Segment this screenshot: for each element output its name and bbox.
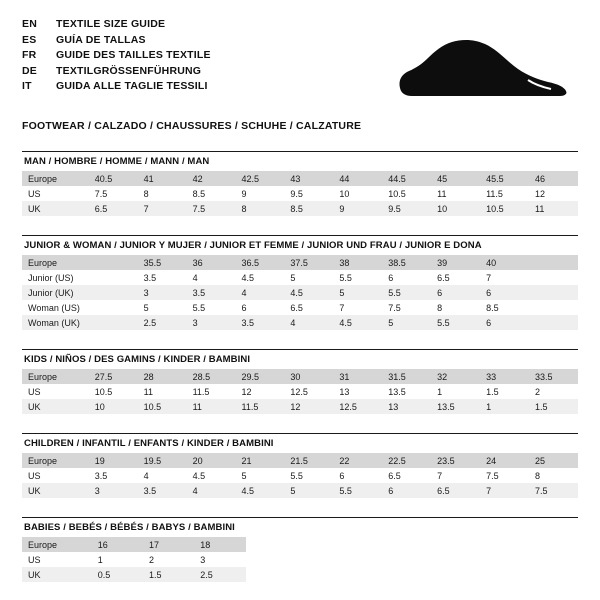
table-cell: 5 (284, 270, 333, 285)
table-cell: 12.5 (333, 399, 382, 414)
language-title-list (22, 18, 211, 96)
table-cell: 2.5 (194, 567, 245, 582)
table-cell: 37.5 (284, 255, 333, 270)
table-cell: 6.5 (284, 300, 333, 315)
row-label: Europe (22, 453, 89, 468)
table-cell: 5.5 (333, 483, 382, 498)
divider (22, 151, 578, 152)
language-code: ES (22, 33, 37, 46)
table-cell: 17 (143, 537, 194, 552)
table-row (22, 171, 578, 186)
divider (22, 349, 578, 350)
table-cell: 7 (431, 468, 480, 483)
size-table (22, 171, 578, 216)
table-cell: 36 (187, 255, 236, 270)
table-cell: 22 (333, 453, 382, 468)
table-cell: 7.5 (529, 483, 578, 498)
table-cell: 0.5 (92, 567, 143, 582)
table-cell: 42 (187, 171, 236, 186)
table-cell (529, 285, 578, 300)
size-table (22, 369, 578, 414)
table-cell: 5.5 (333, 270, 382, 285)
table-cell (89, 300, 138, 315)
language-code: FR (22, 49, 37, 61)
table-cell (89, 315, 138, 330)
group-label: BABIES / BEBÉS / BÉBÉS / BABYS / BAMBINI (24, 522, 235, 533)
table-cell: 8.5 (480, 300, 529, 315)
table-cell: 4 (284, 315, 333, 330)
table-cell: 21.5 (284, 453, 333, 468)
table-cell: 3.5 (187, 285, 236, 300)
table-cell: 5.5 (431, 315, 480, 330)
table-cell: 7 (138, 201, 187, 216)
row-label: Junior (US) (22, 270, 89, 285)
table-cell: 6 (382, 270, 431, 285)
table-cell: 10.5 (89, 384, 138, 399)
table-row (22, 186, 578, 201)
table-cell: 6.5 (431, 483, 480, 498)
table-cell: 10 (431, 201, 480, 216)
table-cell: 38.5 (382, 255, 431, 270)
row-label: Woman (UK) (22, 315, 89, 330)
table-cell: 2 (529, 384, 578, 399)
table-cell: 10 (89, 399, 138, 414)
table-cell: 31 (333, 369, 382, 384)
dress-shoe-icon (382, 36, 572, 106)
table-cell: 40 (480, 255, 529, 270)
table-cell: 11 (187, 399, 236, 414)
table-cell (89, 270, 138, 285)
table-row (22, 285, 578, 300)
table-cell: 6 (480, 315, 529, 330)
table-cell: 46 (529, 171, 578, 186)
table-cell: 7.5 (382, 300, 431, 315)
table-cell: 33.5 (529, 369, 578, 384)
table-cell: 1.5 (143, 567, 194, 582)
document-header (22, 18, 578, 110)
table-cell: 19.5 (138, 453, 187, 468)
table-cell: 6.5 (89, 201, 138, 216)
table-cell: 44 (333, 171, 382, 186)
divider (22, 517, 578, 518)
table-cell: 5 (138, 300, 187, 315)
table-cell: 7.5 (187, 201, 236, 216)
table-cell: 5 (235, 468, 284, 483)
group-label: CHILDREN / INFANTIL / ENFANTS / KINDER / BAMBINI (24, 438, 274, 449)
table-cell: 11.5 (235, 399, 284, 414)
language-row (22, 34, 211, 50)
table-cell: 12 (529, 186, 578, 201)
row-label: UK (22, 483, 89, 498)
table-cell: 5.5 (382, 285, 431, 300)
divider (22, 433, 578, 434)
table-cell: 6 (333, 468, 382, 483)
table-cell: 35.5 (138, 255, 187, 270)
language-title: GUIDA ALLE TAGLIE TESSILI (56, 80, 208, 92)
table-cell: 9.5 (382, 201, 431, 216)
table-cell: 8 (431, 300, 480, 315)
language-row (22, 65, 211, 81)
row-label: Europe (22, 255, 89, 270)
table-cell: 10.5 (382, 186, 431, 201)
table-cell: 3.5 (235, 315, 284, 330)
table-cell: 40.5 (89, 171, 138, 186)
table-cell: 13 (382, 399, 431, 414)
table-cell: 43 (284, 171, 333, 186)
language-code: EN (22, 18, 37, 30)
table-cell: 18 (194, 537, 245, 552)
table-cell: 4.5 (235, 483, 284, 498)
table-cell: 8 (529, 468, 578, 483)
table-cell: 12 (284, 399, 333, 414)
table-cell: 8.5 (284, 201, 333, 216)
table-cell: 11.5 (480, 186, 529, 201)
table-row (22, 369, 578, 384)
table-row (22, 399, 578, 414)
table-cell: 8 (138, 186, 187, 201)
table-cell: 6 (480, 285, 529, 300)
row-label: Europe (22, 171, 89, 186)
table-cell: 7.5 (89, 186, 138, 201)
table-cell: 44.5 (382, 171, 431, 186)
table-cell: 3.5 (89, 468, 138, 483)
table-cell: 8 (235, 201, 284, 216)
table-cell: 6.5 (382, 468, 431, 483)
language-title: GUIDE DES TAILLES TEXTILE (56, 49, 211, 61)
table-cell: 3 (89, 483, 138, 498)
table-cell: 5.5 (284, 468, 333, 483)
row-label: Junior (UK) (22, 285, 89, 300)
table-cell (529, 300, 578, 315)
table-cell: 12 (235, 384, 284, 399)
table-cell: 6.5 (431, 270, 480, 285)
table-cell: 1 (480, 399, 529, 414)
table-cell: 41 (138, 171, 187, 186)
table-cell: 11 (529, 201, 578, 216)
table-cell: 7 (480, 483, 529, 498)
language-title: TEXTILE SIZE GUIDE (56, 18, 166, 30)
table-cell: 27.5 (89, 369, 138, 384)
row-label: Europe (22, 369, 89, 384)
table-cell: 19 (89, 453, 138, 468)
table-row (22, 384, 578, 399)
table-cell: 45 (431, 171, 480, 186)
table-cell: 4 (187, 483, 236, 498)
size-group-kids (22, 349, 578, 414)
table-cell: 22.5 (382, 453, 431, 468)
table-cell: 45.5 (480, 171, 529, 186)
table-cell: 28.5 (187, 369, 236, 384)
table-cell: 9.5 (284, 186, 333, 201)
size-table (22, 255, 578, 330)
table-cell (529, 270, 578, 285)
table-cell: 9 (333, 201, 382, 216)
table-cell: 23.5 (431, 453, 480, 468)
language-row (22, 49, 211, 65)
table-cell: 1 (431, 384, 480, 399)
table-cell: 38 (333, 255, 382, 270)
table-cell: 1.5 (529, 399, 578, 414)
row-label: Europe (22, 537, 92, 552)
table-cell: 3.5 (138, 270, 187, 285)
table-cell: 4 (235, 285, 284, 300)
row-label: UK (22, 201, 89, 216)
table-cell (529, 255, 578, 270)
size-group-babies (22, 517, 578, 582)
table-cell: 2 (143, 552, 194, 567)
language-title: GUÍA DE TALLAS (56, 33, 146, 46)
table-cell: 4.5 (235, 270, 284, 285)
table-cell: 25 (529, 453, 578, 468)
table-cell: 5.5 (187, 300, 236, 315)
language-title: TEXTILGRÖSSENFÜHRUNG (56, 64, 202, 77)
table-cell: 11 (138, 384, 187, 399)
table-cell: 11 (431, 186, 480, 201)
table-cell: 13 (333, 384, 382, 399)
table-cell: 20 (187, 453, 236, 468)
language-row (22, 80, 211, 96)
divider (22, 235, 578, 236)
table-cell: 33 (480, 369, 529, 384)
size-group-junior-woman (22, 235, 578, 330)
table-cell: 9 (235, 186, 284, 201)
table-row (22, 255, 578, 270)
table-cell: 10 (333, 186, 382, 201)
row-label: US (22, 384, 89, 399)
table-cell: 11.5 (187, 384, 236, 399)
table-cell: 4.5 (333, 315, 382, 330)
size-table (22, 453, 578, 498)
table-cell: 12.5 (284, 384, 333, 399)
table-cell: 13.5 (382, 384, 431, 399)
table-cell: 3 (138, 285, 187, 300)
size-group-man (22, 151, 578, 216)
table-row (22, 483, 578, 498)
table-cell: 39 (431, 255, 480, 270)
table-row (22, 537, 246, 552)
size-table (22, 537, 246, 582)
table-cell: 13.5 (431, 399, 480, 414)
row-label: Woman (US) (22, 300, 89, 315)
row-label: US (22, 552, 92, 567)
table-cell: 4.5 (284, 285, 333, 300)
table-cell: 3 (194, 552, 245, 567)
table-cell: 5 (333, 285, 382, 300)
row-label: US (22, 186, 89, 201)
table-cell: 31.5 (382, 369, 431, 384)
group-label: MAN / HOMBRE / HOMME / MANN / MAN (24, 156, 210, 167)
group-label: JUNIOR & WOMAN / JUNIOR Y MUJER / JUNIOR ET FEMME / JUNIOR UND FRAU / JUNIOR E DONA (24, 240, 482, 251)
table-cell: 4 (187, 270, 236, 285)
table-cell: 6 (235, 300, 284, 315)
table-cell: 6 (431, 285, 480, 300)
table-cell: 32 (431, 369, 480, 384)
table-cell: 28 (138, 369, 187, 384)
table-cell: 21 (235, 453, 284, 468)
table-cell: 7.5 (480, 468, 529, 483)
table-cell: 1.5 (480, 384, 529, 399)
table-cell: 2.5 (138, 315, 187, 330)
row-label: UK (22, 399, 89, 414)
table-cell (529, 315, 578, 330)
table-cell: 6 (382, 483, 431, 498)
table-cell: 10.5 (138, 399, 187, 414)
table-cell: 8.5 (187, 186, 236, 201)
table-cell: 5 (284, 483, 333, 498)
table-cell: 3.5 (138, 483, 187, 498)
table-cell: 7 (480, 270, 529, 285)
table-cell: 36.5 (235, 255, 284, 270)
table-row (22, 300, 578, 315)
table-cell: 42.5 (235, 171, 284, 186)
row-label: UK (22, 567, 92, 582)
table-cell: 3 (187, 315, 236, 330)
table-row (22, 270, 578, 285)
group-label: KIDS / NIÑOS / DES GAMINS / KINDER / BAMBINI (24, 354, 251, 365)
table-cell: 4.5 (187, 468, 236, 483)
row-label: US (22, 468, 89, 483)
table-cell: 1 (92, 552, 143, 567)
table-cell: 7 (333, 300, 382, 315)
table-row (22, 567, 246, 582)
table-cell: 29.5 (235, 369, 284, 384)
language-code: IT (22, 80, 32, 92)
table-cell: 24 (480, 453, 529, 468)
category-title: FOOTWEAR / CALZADO / CHAUSSURES / SCHUHE / CALZATURE (22, 120, 362, 132)
language-row (22, 18, 211, 34)
table-row (22, 453, 578, 468)
table-cell (89, 285, 138, 300)
table-cell: 16 (92, 537, 143, 552)
table-cell: 5 (382, 315, 431, 330)
language-code: DE (22, 64, 37, 77)
table-cell (89, 255, 138, 270)
table-row (22, 552, 246, 567)
table-cell: 30 (284, 369, 333, 384)
size-group-children (22, 433, 578, 498)
table-row (22, 315, 578, 330)
table-cell: 10.5 (480, 201, 529, 216)
table-row (22, 468, 578, 483)
table-row (22, 201, 578, 216)
table-cell: 4 (138, 468, 187, 483)
